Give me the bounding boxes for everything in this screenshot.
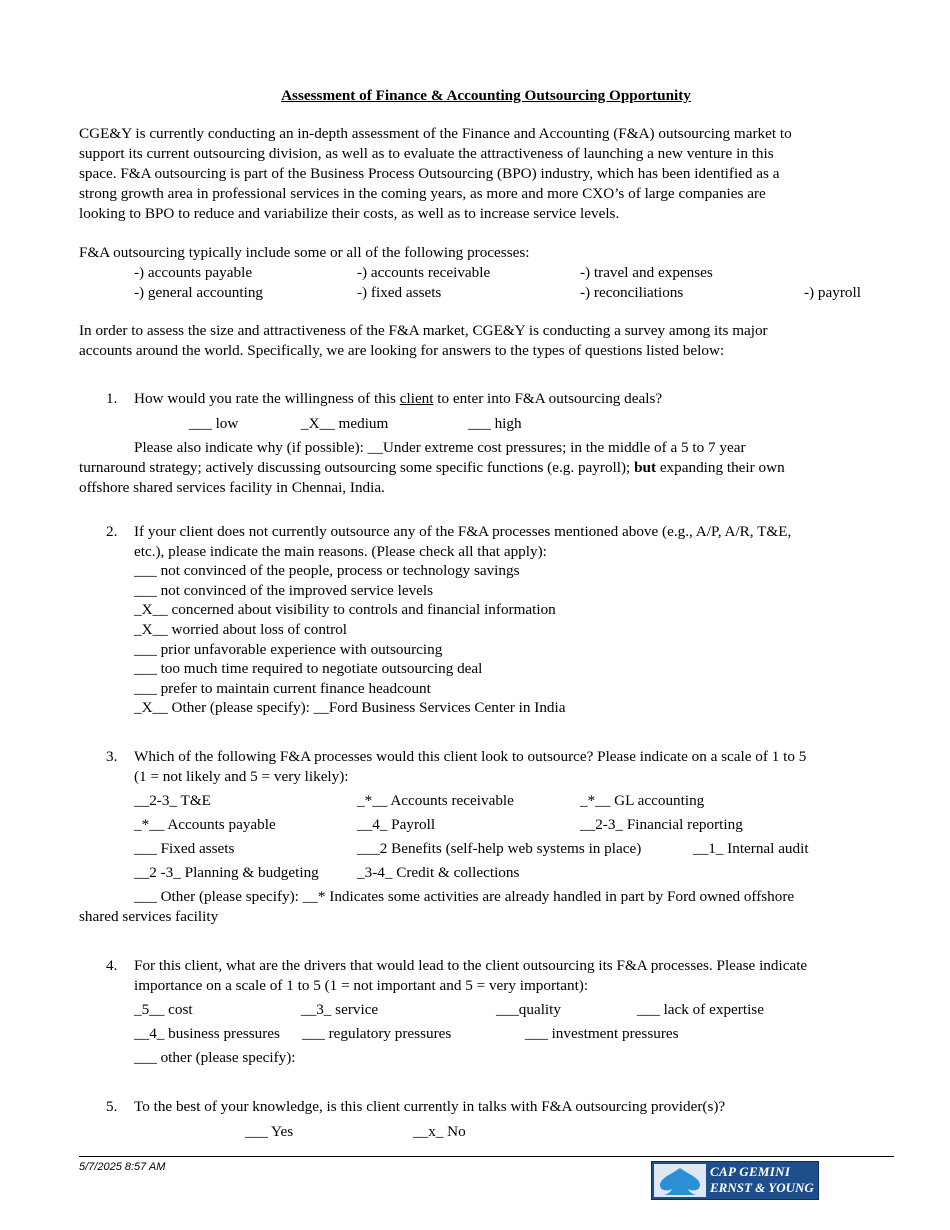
process-item: -) travel and expenses <box>580 264 713 281</box>
reason-item[interactable]: ___ prefer to maintain current finance headcount <box>134 680 431 697</box>
why-text: expanding their own <box>656 459 785 476</box>
survey-line: accounts around the world. Specifically, we are looking for answers to the types of questions listed below: <box>79 342 725 359</box>
process-rating[interactable]: _*__ GL accounting <box>580 792 705 809</box>
driver-rating[interactable]: __4_ business pressures <box>134 1025 280 1042</box>
reason-item[interactable]: ___ not convinced of the people, process or technology savings <box>134 562 520 579</box>
why-bold: but <box>634 459 657 476</box>
process-rating[interactable]: ___2 Benefits (self-help web systems in place) <box>357 840 642 857</box>
question-text-part: How would you rate the willingness of this <box>134 390 400 407</box>
option-medium[interactable]: _X__ medium <box>301 415 389 432</box>
process-rating[interactable]: ___ Fixed assets <box>134 840 235 857</box>
other-specify-cont: shared services facility <box>79 908 219 925</box>
reason-item[interactable]: _X__ Other (please specify): __Ford Business Services Center in India <box>134 699 566 716</box>
other-specify[interactable]: ___ Other (please specify): __* Indicates some activities are already handled in part by Ford owned offshore <box>134 888 795 905</box>
question-number: 5. <box>106 1098 118 1115</box>
question-number: 2. <box>106 523 118 540</box>
process-rating[interactable]: __2-3_ Financial reporting <box>580 816 743 833</box>
process-rating[interactable]: _*__ Accounts receivable <box>357 792 514 809</box>
question-number: 4. <box>106 957 118 974</box>
question-text: Which of the following F&A processes would this client look to outsource? Please indicate on a scale of 1 to 5 <box>134 748 807 765</box>
why-line <box>79 458 785 478</box>
intro-line: space. F&A outsourcing is part of the Business Process Outsourcing (BPO) industry, which has been identified as a <box>79 165 780 182</box>
reason-item[interactable]: ___ too much time required to negotiate outsourcing deal <box>134 660 483 677</box>
intro-line: strong growth area in professional services in the coming years, as more and more CXO’s of large companies are <box>79 185 766 202</box>
question-number: 1. <box>106 390 118 407</box>
process-rating[interactable]: __2-3_ T&E <box>134 792 211 809</box>
reason-item[interactable]: ___ not convinced of the improved service levels <box>134 582 434 599</box>
reason-item[interactable]: ___ prior unfavorable experience with outsourcing <box>134 641 443 658</box>
driver-rating[interactable]: __3_ service <box>301 1001 379 1018</box>
company-logo <box>651 1161 819 1200</box>
driver-rating[interactable]: _5__ cost <box>134 1001 193 1018</box>
question-text: For this client, what are the drivers that would lead to the client outsourcing its F&A processes. Please indicate <box>134 957 808 974</box>
reason-item[interactable]: _X__ concerned about visibility to controls and financial information <box>134 601 556 618</box>
process-item: -) reconciliations <box>580 284 684 301</box>
driver-rating[interactable]: ___ investment pressures <box>525 1025 679 1042</box>
question-text: etc.), please indicate the main reasons. (Please check all that apply): <box>134 543 547 560</box>
footer-rule <box>79 1156 894 1157</box>
process-item: -) general accounting <box>134 284 264 301</box>
process-item: -) fixed assets <box>357 284 442 301</box>
footer-date: 5/7/2025 8:57 AM <box>79 1161 166 1173</box>
option-no[interactable]: __x_ No <box>413 1123 466 1140</box>
process-item: -) accounts payable <box>134 264 253 281</box>
question-text-part: to enter into F&A outsourcing deals? <box>433 390 663 407</box>
process-item: -) accounts receivable <box>357 264 491 281</box>
process-item: -) payroll <box>804 284 861 301</box>
spade-icon <box>654 1164 706 1197</box>
why-text: turnaround strategy; actively discussing outsourcing some specific functions (e.g. payroll); <box>79 459 635 476</box>
option-low[interactable]: ___ low <box>189 415 239 432</box>
option-yes[interactable]: ___ Yes <box>245 1123 294 1140</box>
driver-rating[interactable]: ___quality <box>496 1001 561 1018</box>
question-text: (1 = not likely and 5 = very likely): <box>134 768 349 785</box>
question-text: To the best of your knowledge, is this client currently in talks with F&A outsourcing provider(s)? <box>134 1098 726 1115</box>
question-text: importance on a scale of 1 to 5 (1 = not important and 5 = very important): <box>134 977 589 994</box>
logo-line-2: ERNST & YOUNG <box>710 1180 814 1195</box>
driver-rating[interactable]: ___ regulatory pressures <box>302 1025 452 1042</box>
driver-other[interactable]: ___ other (please specify): <box>134 1049 296 1066</box>
question-number: 3. <box>106 748 118 765</box>
page-title: Assessment of Finance & Accounting Outsourcing Opportunity <box>281 87 691 104</box>
process-rating[interactable]: __1_ Internal audit <box>693 840 809 857</box>
option-high[interactable]: ___ high <box>468 415 522 432</box>
survey-line: In order to assess the size and attractiveness of the F&A market, CGE&Y is conducting a survey among its major <box>79 322 768 339</box>
intro-line: looking to BPO to reduce and variabilize their costs, as well as to increase service levels. <box>79 205 620 222</box>
driver-rating[interactable]: ___ lack of expertise <box>637 1001 764 1018</box>
client-underlined: client <box>399 390 434 407</box>
question-text: If your client does not currently outsource any of the F&A processes mentioned above (e.g., A/P, A/R, T&E, <box>134 523 792 540</box>
process-rating[interactable]: _*__ Accounts payable <box>134 816 276 833</box>
reason-item[interactable]: _X__ worried about loss of control <box>134 621 348 638</box>
logo-line-1: CAP GEMINI <box>710 1164 791 1179</box>
intro-line: support its current outsourcing division, as well as to evaluate the attractiveness of launching a new venture in this <box>79 145 774 162</box>
question-text <box>134 389 662 409</box>
process-rating[interactable]: _3-4_ Credit & collections <box>357 864 520 881</box>
why-line: offshore shared services facility in Chennai, India. <box>79 479 385 496</box>
why-line: Please also indicate why (if possible): __Under extreme cost pressures; in the middle of a 5 to 7 year <box>134 439 746 456</box>
process-rating[interactable]: __2 -3_ Planning & budgeting <box>134 864 319 881</box>
processes-intro: F&A outsourcing typically include some or all of the following processes: <box>79 244 530 261</box>
process-rating[interactable]: __4_ Payroll <box>357 816 436 833</box>
intro-line: CGE&Y is currently conducting an in-depth assessment of the Finance and Accounting (F&A) outsourcing market to <box>79 125 792 142</box>
